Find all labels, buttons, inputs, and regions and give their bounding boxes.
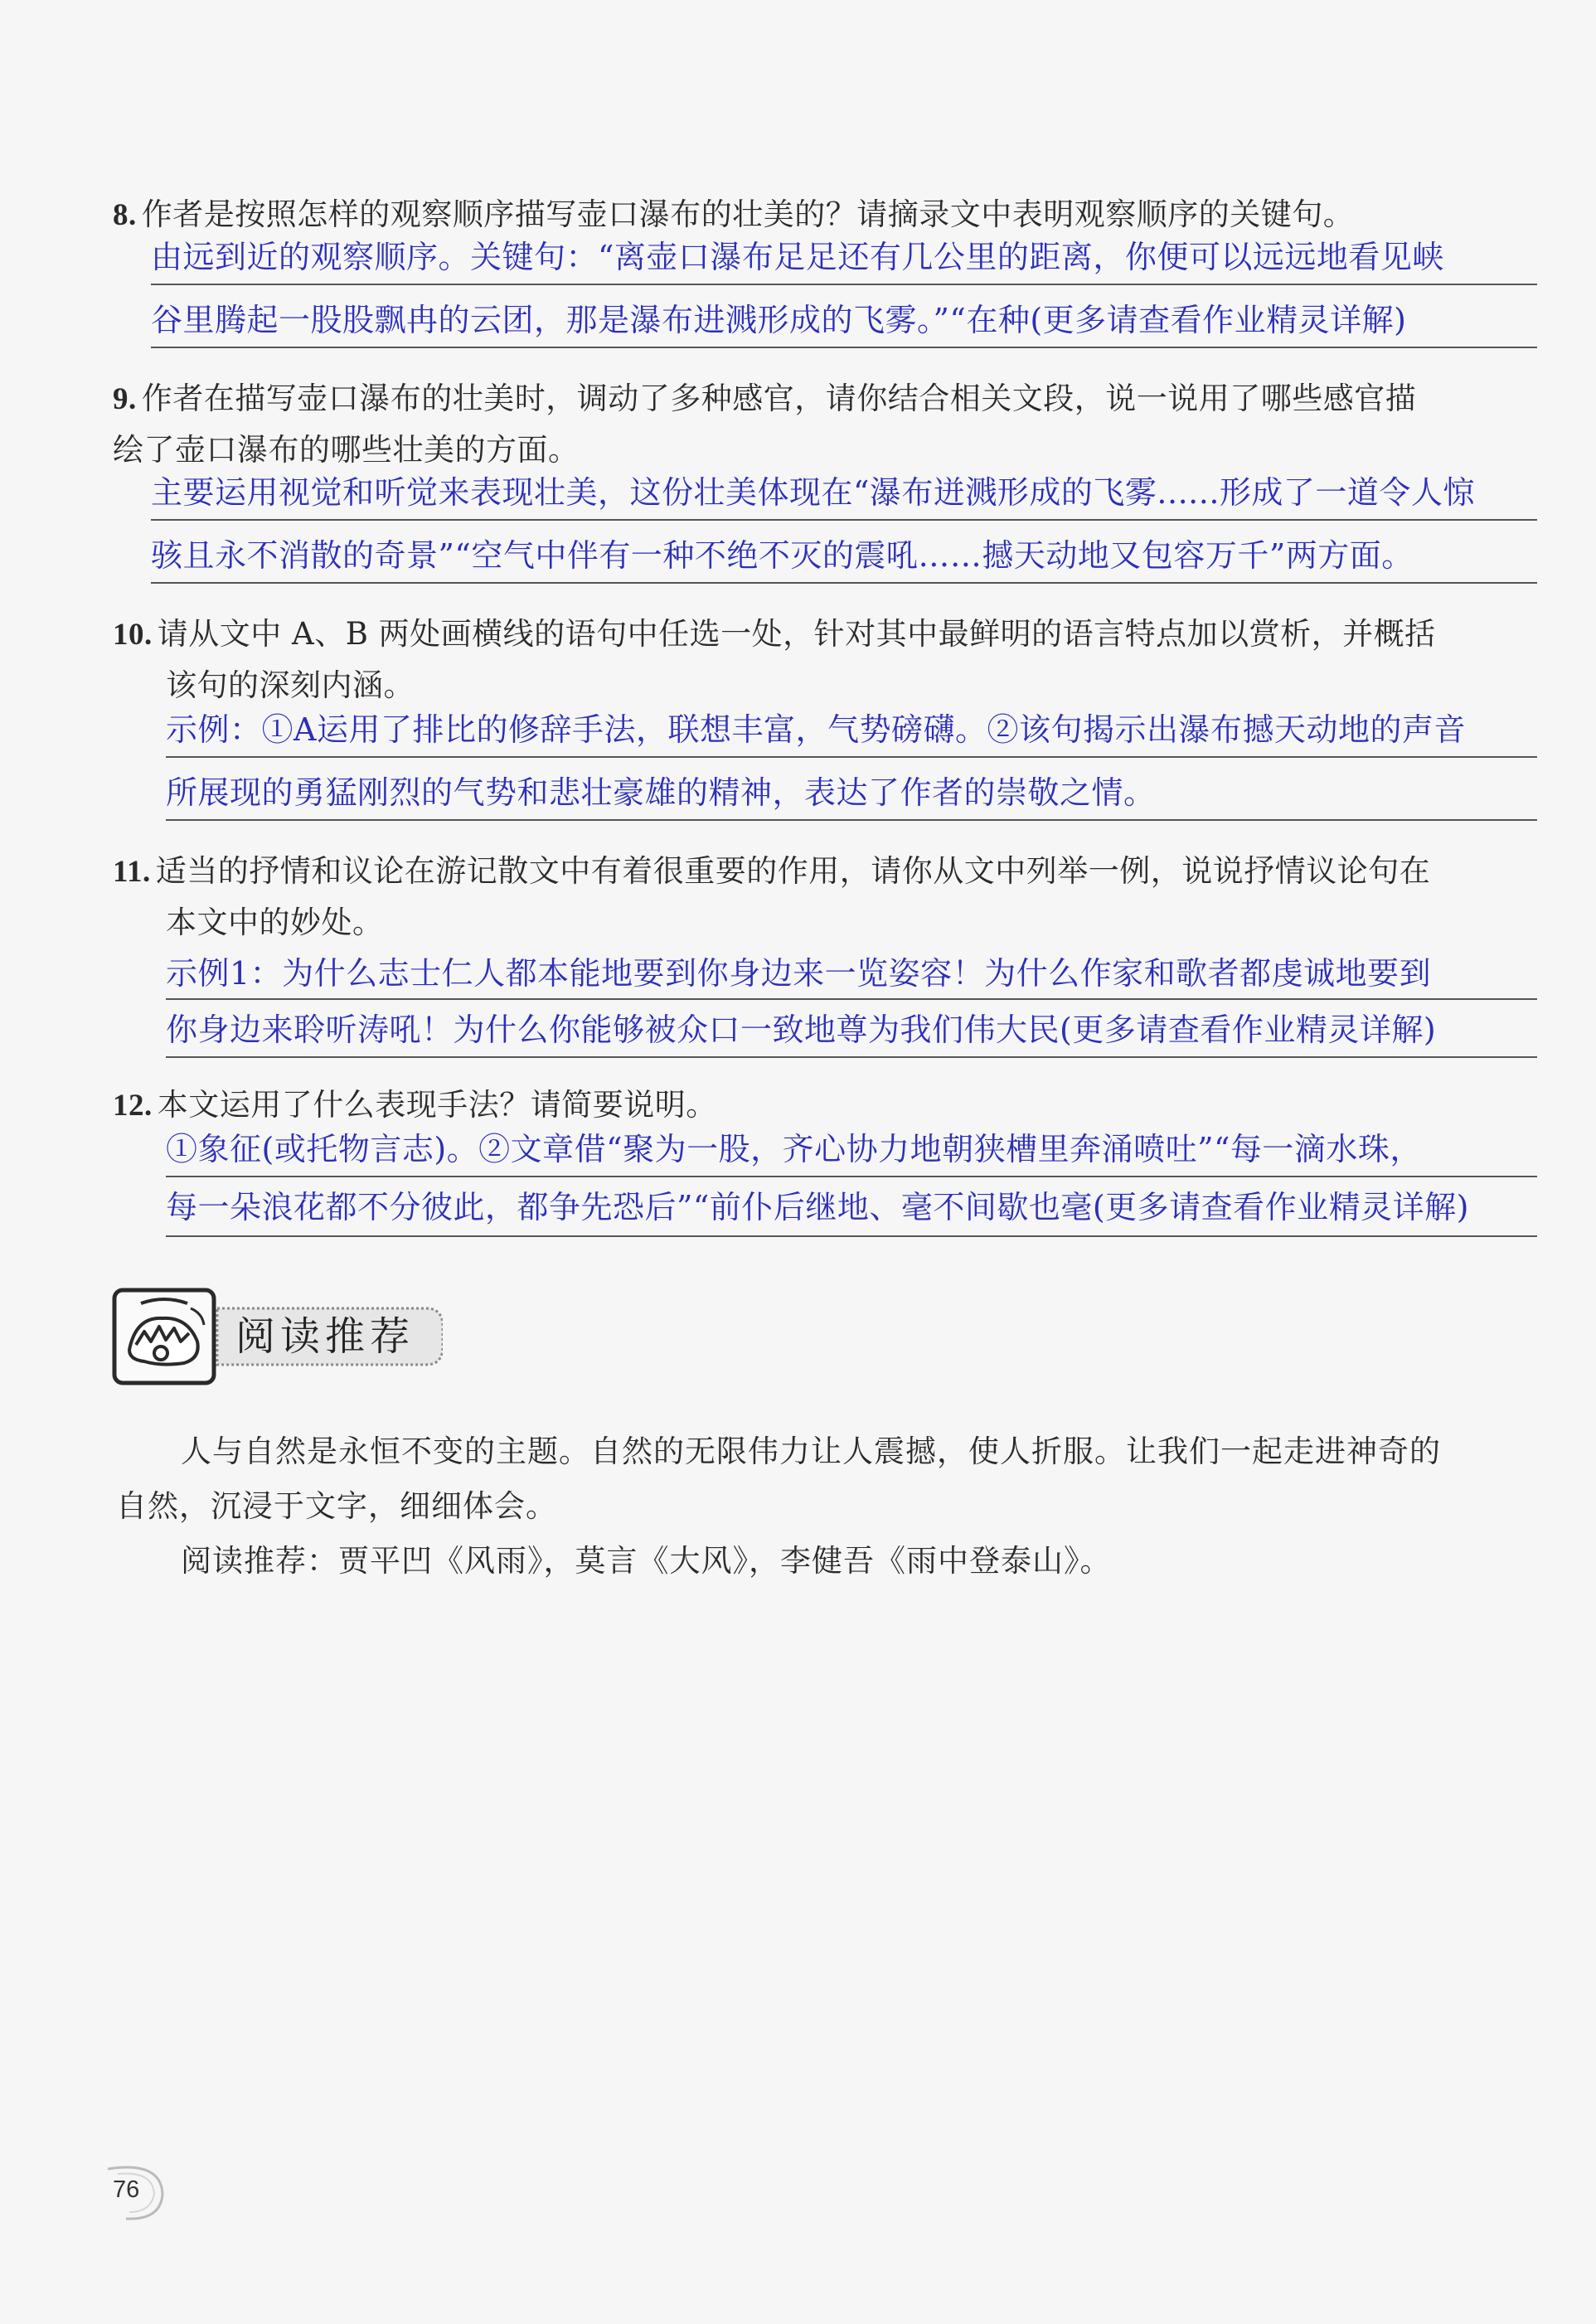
question-10-number: 10. (113, 618, 153, 652)
question-12-number: 12. (113, 1089, 153, 1123)
question-9-answer-line-2: 骇且永不消散的奇景”“空气中伴有一种不绝不灭的震吼……撼天动地又包容万千”两方面。 (151, 537, 1414, 574)
question-10-answer-line-2: 所展现的勇猛刚烈的气势和悲壮豪雄的精神，表达了作者的崇敬之情。 (166, 774, 1156, 811)
question-9-stem-line-2: 绘了壶口瀑布的哪些壮美的方面。 (113, 432, 580, 468)
recommendation-paragraph-line-2: 自然，沉浸于文字，细细体会。 (116, 1488, 557, 1524)
question-8-stem-line-1 (113, 196, 1354, 235)
answer-rule (166, 998, 1537, 1000)
question-9-stem-line-1 (113, 380, 1416, 419)
question-10-stem-line-2: 该句的深刻内涵。 (166, 667, 415, 703)
page-number: 76 (113, 2176, 140, 2203)
answer-rule (166, 819, 1537, 821)
question-11-stem-line-1 (113, 852, 1430, 891)
question-10-stem-line-1 (113, 615, 1436, 654)
question-8-number: 8. (113, 198, 137, 232)
question-12-answer-line-2: 每一朵浪花都不分彼此，都争先恐后”“前仆后继地、毫不间歇也毫(更多请查看作业精灵详解) (166, 1189, 1470, 1225)
question-8-answer-line-2: 谷里腾起一股股飘冉的云团，那是瀑布进溅形成的飞雾。”“在种(更多请查看作业精灵详解) (151, 302, 1407, 338)
reading-recommendation-header (111, 1283, 443, 1390)
question-12-answer-line-1: ①象征(或托物言志)。②文章借“聚为一股，齐心协力地朝狭槽里奔涌喷吐”“每一滴水珠， (166, 1131, 1422, 1167)
answer-rule (151, 582, 1537, 584)
recommendation-paragraph-line-1: 人与自然是永恒不变的主题。自然的无限伟力让人震撼，使人折服。让我们一起走进神奇的 (181, 1434, 1441, 1469)
question-12-stem-line-1 (113, 1086, 717, 1125)
answer-rule (166, 756, 1537, 758)
question-11-answer-line-2: 你身边来聆听涛吼！为什么你能够被众口一致地尊为我们伟大民(更多请查看作业精灵详解) (166, 1012, 1437, 1048)
question-11-answer-line-1: 示例1：为什么志士仁人都本能地要到你身边来一览姿容！为什么作家和歌者都虔诚地要到 (166, 955, 1432, 992)
question-9-answer-line-1: 主要运用视觉和听觉来表现壮美，这份壮美体现在“瀑布迸溅形成的飞雾......形成了一道令人惊 (151, 474, 1475, 511)
question-10-text-1: 请从文中 A、B 两处画横线的语句中任选一处，针对其中最鲜明的语言特点加以赏析，并概括 (157, 616, 1436, 652)
answer-rule (166, 1235, 1537, 1237)
question-8-text: 作者是按照怎样的观察顺序描写壶口瀑布的壮美的？请摘录文中表明观察顺序的关键句。 (141, 196, 1355, 232)
question-8-answer-line-1: 由远到近的观察顺序。关键句：“离壶口瀑布足足还有几公里的距离，你便可以远远地看见峡 (151, 239, 1444, 275)
question-9-number: 9. (113, 382, 137, 416)
question-12-text: 本文运用了什么表现手法？请简要说明。 (157, 1087, 717, 1123)
recommendation-list: 阅读推荐：贾平凹《风雨》，莫言《大风》，李健吾《雨中登泰山》。 (181, 1543, 1112, 1579)
answer-rule (151, 347, 1537, 348)
answer-rule (166, 1176, 1537, 1177)
question-11-text-1: 适当的抒情和议论在游记散文中有着很重要的作用，请你从文中列举一例，说说抒情议论句在 (155, 853, 1431, 889)
section-title: 阅读推荐 (235, 1313, 415, 1360)
question-10-answer-line-1: 示例：①A运用了排比的修辞手法，联想丰富，气势磅礴。②该句揭示出瀑布撼天动地的声音 (166, 711, 1466, 748)
question-11-number: 11. (113, 855, 151, 889)
question-11-stem-line-2: 本文中的妙处。 (166, 905, 384, 940)
question-9-text-1: 作者在描写壶口瀑布的壮美时，调动了多种感官，请你结合相关文段，说一说用了哪些感官描 (141, 381, 1417, 416)
answer-rule (151, 284, 1537, 285)
answer-rule (166, 1056, 1537, 1058)
answer-rule (151, 519, 1537, 521)
